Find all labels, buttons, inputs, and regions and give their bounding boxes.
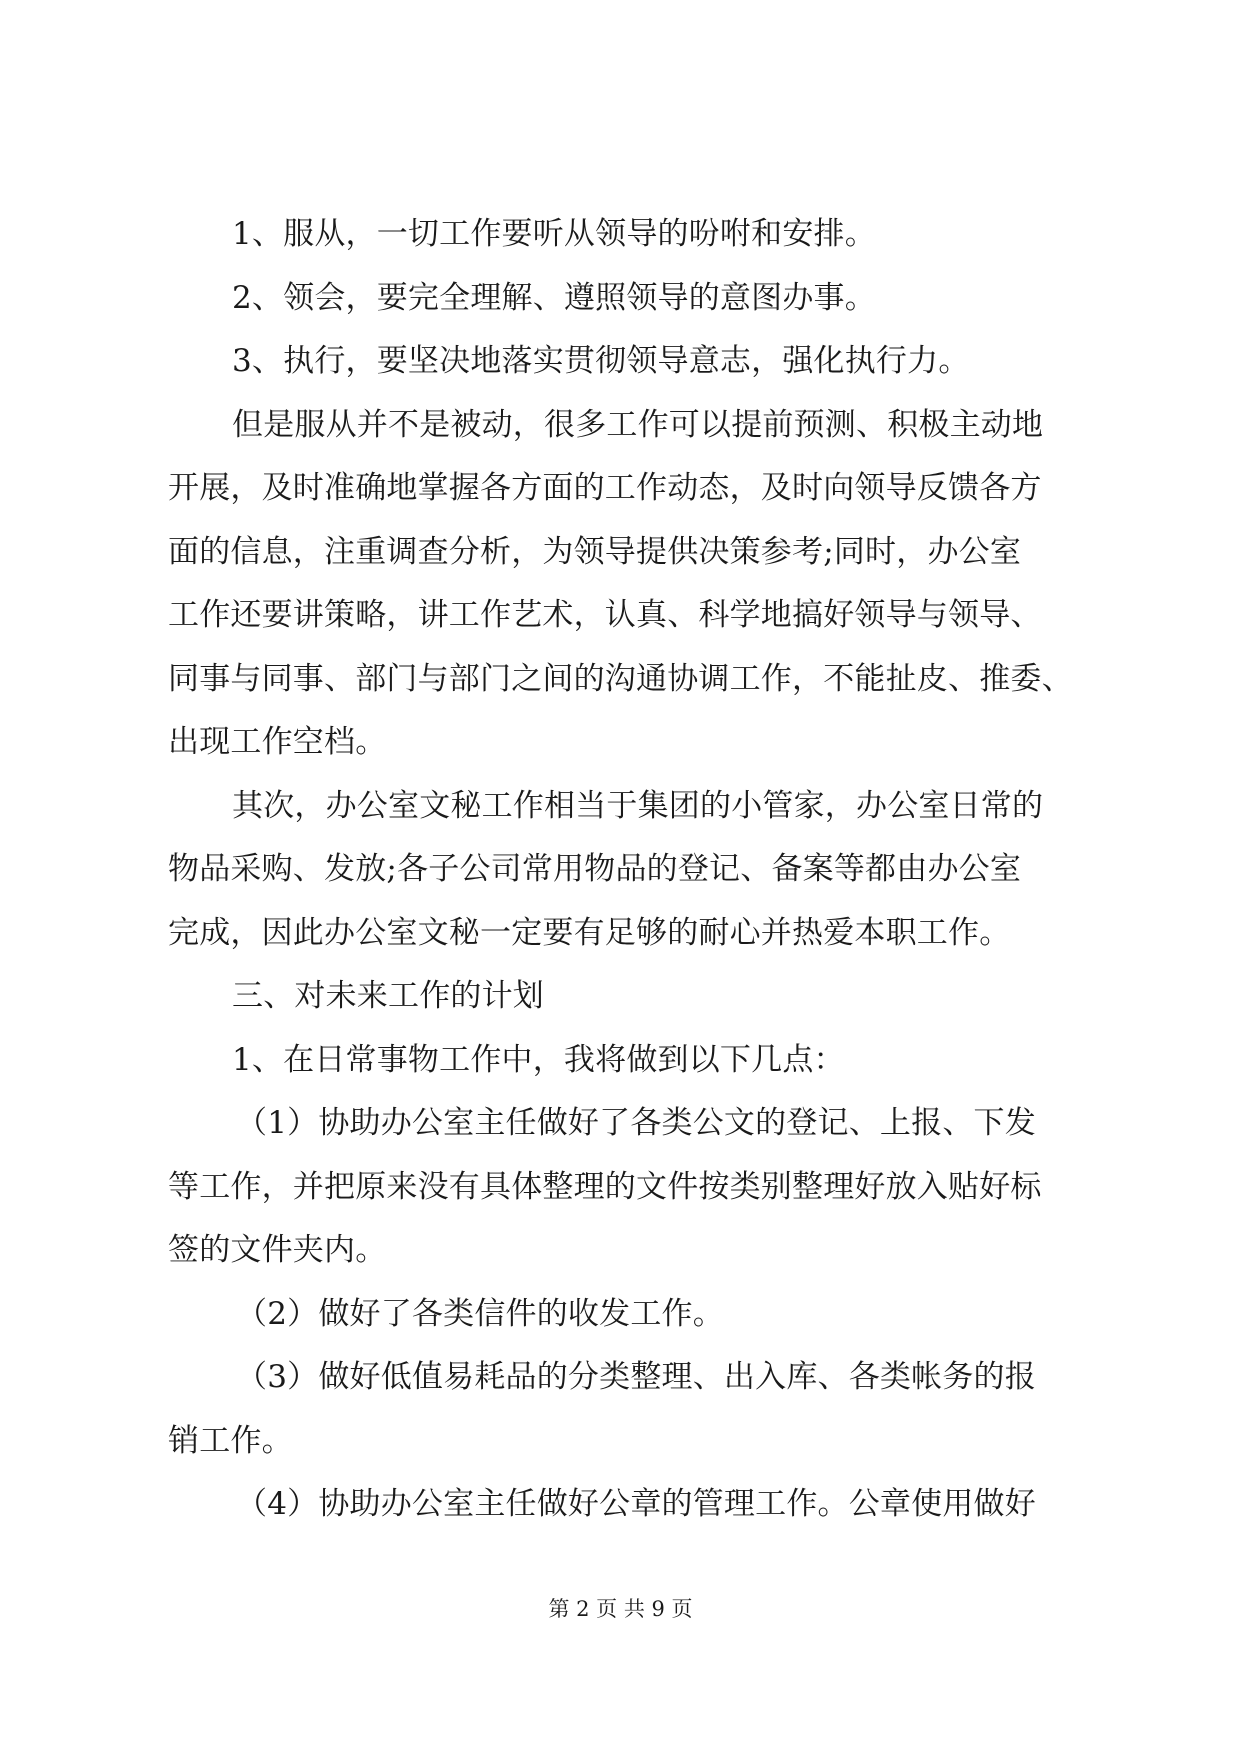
body-line-20: 销工作。 [168, 1422, 293, 1459]
body-line-10: 其次，办公室文秘工作相当于集团的小管家，办公室日常的 [232, 787, 1044, 824]
body-line-2: 2、领会，要完全理解、遵照领导的意图办事。 [232, 279, 876, 316]
body-line-5: 开展，及时准确地掌握各方面的工作动态，及时向领导反馈各方 [168, 470, 1042, 506]
body-line-14: 1、在日常事物工作中，我将做到以下几点： [232, 1041, 845, 1078]
body-line-12: 完成，因此办公室文秘一定要有足够的耐心并热爱本职工作。 [168, 914, 1011, 951]
page-number-label: 第 2 页 共 9 页 [548, 1597, 693, 1621]
page-footer [0, 1594, 1241, 1624]
body-line-15: （1）协助办公室主任做好了各类公文的登记、上报、下发 [236, 1105, 1036, 1141]
body-line-9: 出现工作空档。 [168, 724, 387, 760]
body-line-4: 但是服从并不是被动，很多工作可以提前预测、积极主动地 [232, 406, 1044, 443]
document-body [168, 203, 1078, 1537]
body-line-18: （2）做好了各类信件的收发工作。 [236, 1295, 724, 1332]
body-line-19: （3）做好低值易耗品的分类整理、出入库、各类帐务的报 [236, 1359, 1036, 1395]
body-line-17: 签的文件夹内。 [168, 1232, 387, 1268]
body-line-7: 工作还要讲策略，讲工作艺术，认真、科学地搞好领导与领导、 [168, 597, 1042, 633]
body-line-1: 1、服从，一切工作要听从领导的吩咐和安排。 [232, 216, 876, 252]
body-line-16: 等工作，并把原来没有具体整理的文件按类别整理好放入贴好标 [168, 1168, 1042, 1205]
body-line-21: （4）协助办公室主任做好公章的管理工作。公章使用做好 [236, 1486, 1036, 1522]
section-heading: 三、对未来工作的计划 [232, 978, 544, 1014]
body-line-6: 面的信息，注重调查分析，为领导提供决策参考;同时，办公室 [168, 533, 1022, 570]
body-line-8: 同事与同事、部门与部门之间的沟通协调工作，不能扯皮、推委、 [168, 660, 1073, 697]
body-line-3: 3、执行，要坚决地落实贯彻领导意志，强化执行力。 [232, 343, 970, 379]
body-line-11: 物品采购、发放;各子公司常用物品的登记、备案等都由办公室 [168, 851, 1022, 887]
